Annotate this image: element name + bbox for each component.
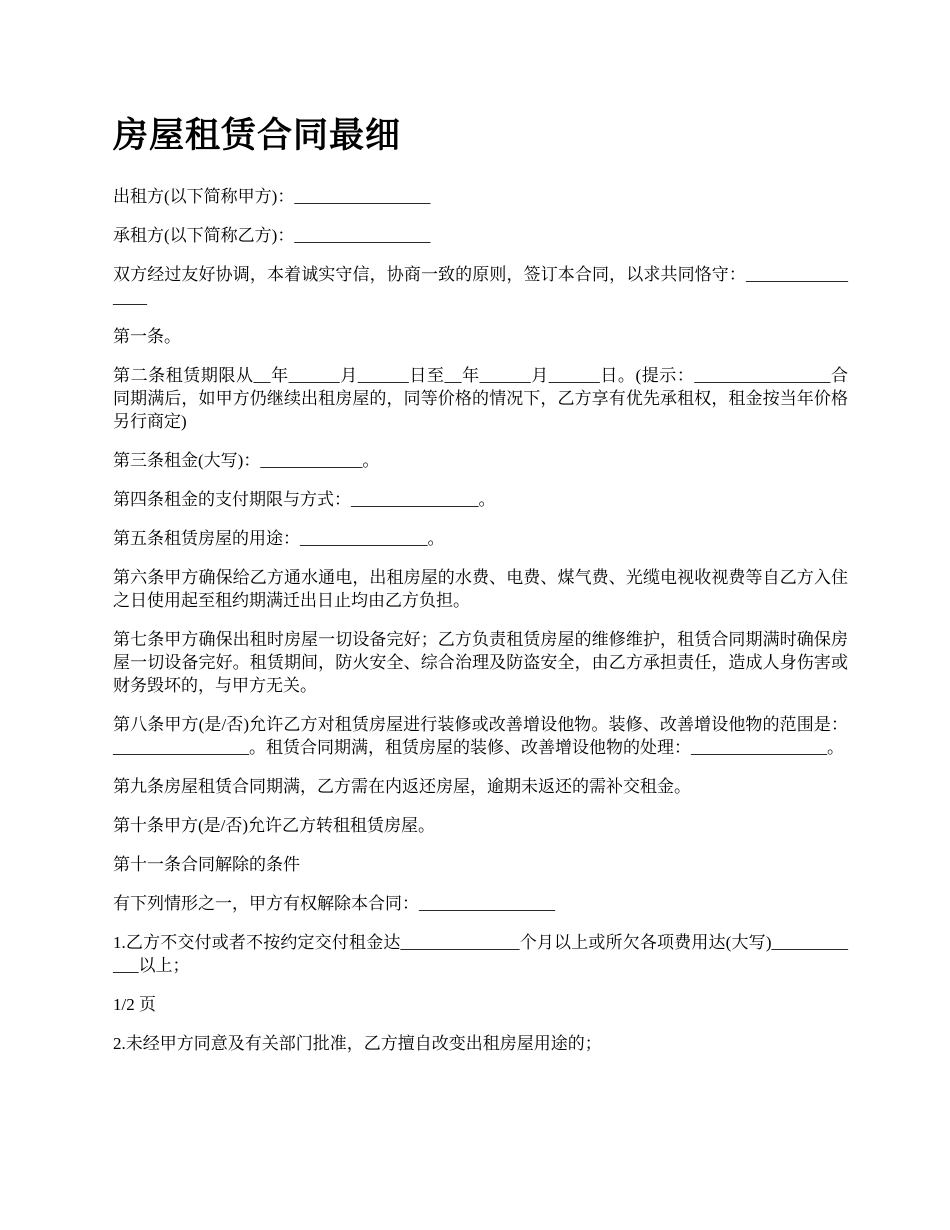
lessee-line: 承租方(以下简称乙方)：________________	[113, 226, 431, 245]
article-2: 第二条租赁期限从__年______月______日至__年______月______日。(提示：________________合同期满后，如甲方仍继续出租房屋的，同等价格的情况下，乙方享有优先承租权，租金按当年价格另行商定)	[113, 366, 848, 431]
termination-intro: 有下列情形之一，甲方有权解除本合同：________________	[113, 894, 555, 913]
termination-item-2: 2.未经甲方同意及有关部门批准，乙方擅自改变出租房屋用途的；	[113, 1034, 602, 1053]
lessor-line: 出租方(以下简称甲方)：________________	[113, 187, 431, 206]
article-8: 第八条甲方(是/否)允许乙方对租赁房屋进行装修或改善增设他物。装修、改善增设他物的范围是：________________。租赁合同期满，租赁房屋的装修、改善增设他物的处理：________________。	[113, 715, 848, 757]
article-7: 第七条甲方确保出租时房屋一切设备完好；乙方负责租赁房屋的维修维护，租赁合同期满时确保房屋一切设备完好。租赁期间，防火安全、综合治理及防盗安全，由乙方承担责任，造成人身伤害或财务毁坏的，与甲方无关。	[113, 630, 848, 695]
article-6: 第六条甲方确保给乙方通水通电，出租房屋的水费、电费、煤气费、光缆电视收视费等自乙方入住之日使用起至租约期满迁出日止均由乙方负担。	[113, 568, 848, 610]
article-1: 第一条。	[113, 327, 181, 346]
article-3: 第三条租金(大写)：____________。	[113, 451, 380, 470]
document-title: 房屋租赁合同最细	[113, 116, 402, 155]
preamble-paragraph: 双方经过友好协调，本着诚实守信，协商一致的原则，签订本合同，以求共同恪守：________________	[113, 265, 848, 307]
article-11-heading: 第十一条合同解除的条件	[113, 855, 300, 874]
termination-item-1: 1.乙方不交付或者不按约定交付租金达______________个月以上或所欠各项费用达(大写)____________以上；	[113, 933, 848, 975]
page-number: 1/2 页	[113, 995, 156, 1014]
article-5: 第五条租赁房屋的用途：_______________。	[113, 529, 445, 548]
article-10: 第十条甲方(是/否)允许乙方转租租赁房屋。	[113, 816, 436, 835]
article-4: 第四条租金的支付期限与方式：_______________。	[113, 490, 496, 509]
document-page	[113, 105, 848, 1071]
article-9: 第九条房屋租赁合同期满，乙方需在内返还房屋，逾期未返还的需补交租金。	[113, 777, 691, 796]
